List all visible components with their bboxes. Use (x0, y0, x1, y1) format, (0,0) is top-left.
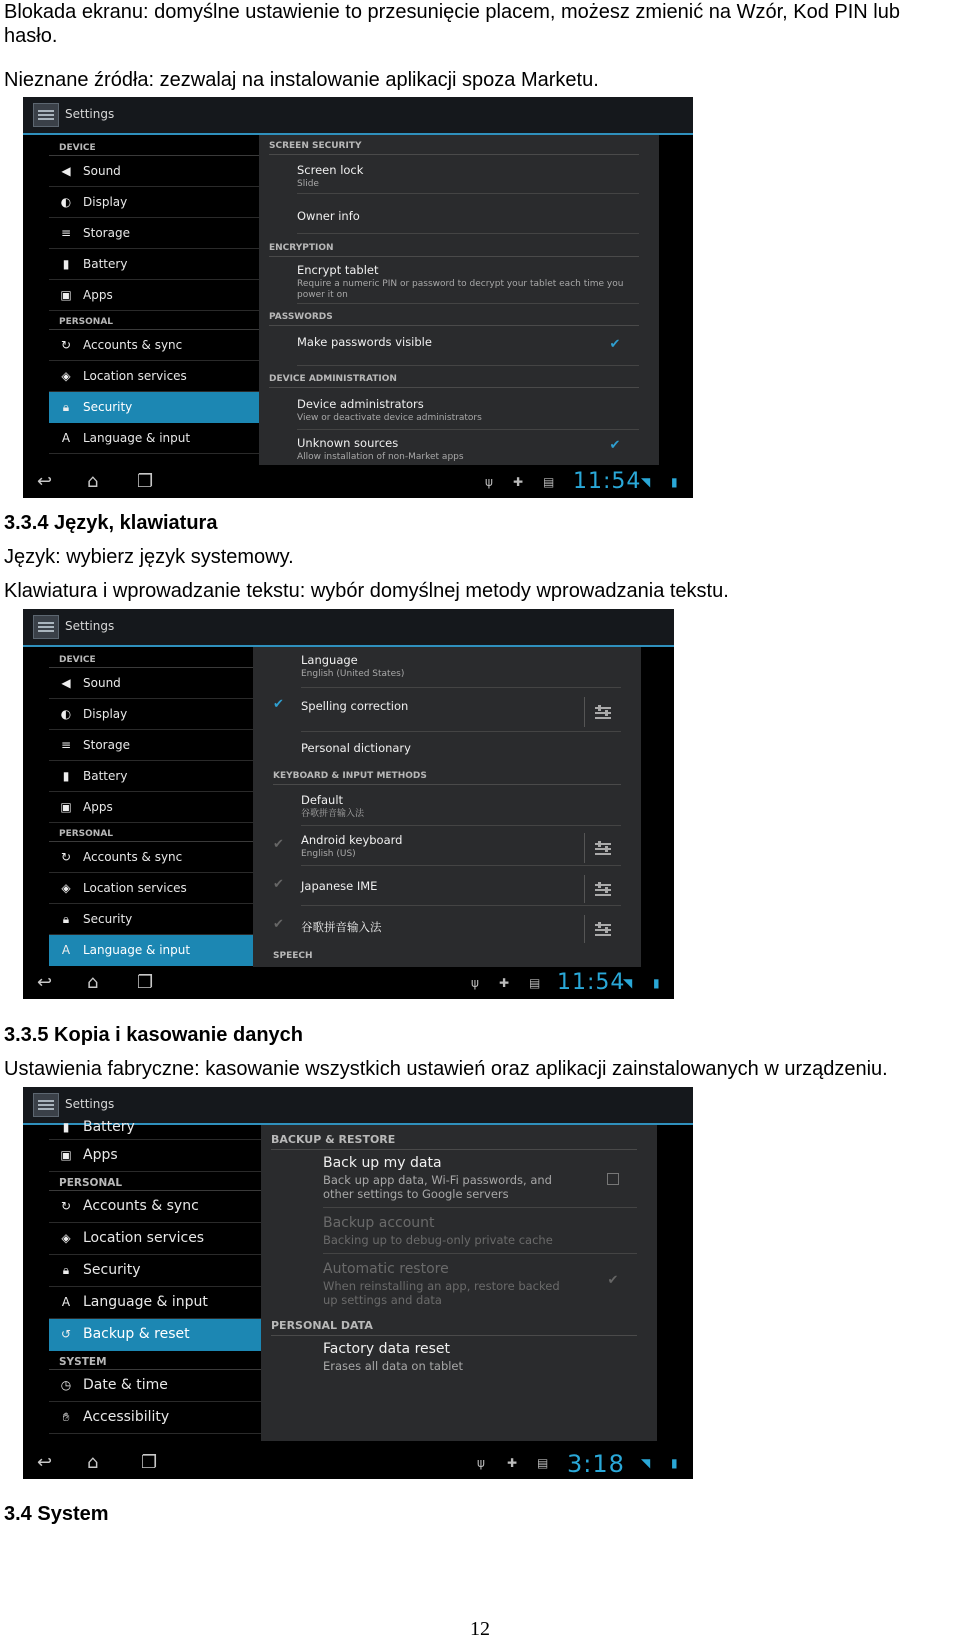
backup-restore-icon: ↺ (60, 1327, 72, 1341)
battery-status-icon: ▮ (671, 475, 678, 489)
setting-summary: Require a numeric PIN or password to decrypt your tablet each time you power it on (297, 279, 624, 300)
action-bar (23, 97, 693, 135)
menu-item-apps[interactable] (49, 1140, 283, 1172)
section-keyboard-input-methods: KEYBOARD & INPUT METHODS (273, 771, 621, 785)
setting-title: Unknown sources (297, 436, 399, 450)
android-debug-icon: ✚ (513, 475, 524, 489)
checkbox-checked-icon[interactable]: ✔ (273, 837, 284, 852)
paragraph-keyboard: Klawiatura i wprowadzanie tekstu: wybór domyślnej metody wprowadzania tekstu. (4, 580, 729, 602)
lock-icon: 🔒︎ (62, 1263, 70, 1277)
sync-icon: ↻ (60, 338, 72, 352)
usb-icon: ψ (471, 976, 479, 990)
sync-icon: ↻ (60, 1199, 72, 1213)
setting-personal-dictionary[interactable] (301, 741, 621, 767)
hand-icon: ✋︎ (62, 1410, 70, 1424)
menu-item-security[interactable] (49, 1255, 283, 1287)
menu-item-location[interactable] (49, 1223, 283, 1255)
menu-label: Location services (83, 1230, 205, 1246)
menu-label: Display (83, 195, 128, 209)
paragraph-language: Język: wybierz język systemowy. (4, 546, 294, 568)
menu-label: Security (83, 1262, 141, 1278)
menu-label: Accessibility (83, 1409, 170, 1425)
settings-menu (49, 649, 263, 966)
battery-status-icon: ▮ (671, 1456, 678, 1470)
setting-title: Device administrators (297, 397, 424, 411)
menu-label: Location services (83, 369, 187, 383)
menu-label: Storage (83, 226, 130, 240)
menu-item-battery[interactable] (49, 249, 263, 280)
section-personal: PERSONAL (49, 311, 263, 330)
divider (584, 915, 585, 943)
menu-label: Language & input (83, 431, 191, 445)
setting-automatic-restore[interactable] (323, 1261, 637, 1313)
app-title: Settings (65, 619, 115, 633)
setting-title: Factory data reset (323, 1341, 451, 1357)
settings-menu (49, 1115, 283, 1434)
location-icon: ◈ (61, 369, 71, 383)
system-bar (23, 967, 674, 999)
menu-label: Battery (83, 1119, 135, 1135)
section-passwords: PASSWORDS (269, 312, 639, 326)
setting-title: Owner info (297, 209, 360, 223)
section-device: DEVICE (49, 649, 263, 668)
system-bar (23, 466, 693, 498)
menu-label: Backup & reset (83, 1326, 190, 1342)
clock: 3:18 (567, 1450, 625, 1478)
setting-android-keyboard[interactable] (273, 833, 621, 866)
setting-title: Back up my data (323, 1155, 442, 1171)
heading-language-keyboard: 3.3.4 Język, klawiatura (4, 512, 218, 534)
setting-title: 谷歌拼音输入法 (301, 920, 382, 934)
section-personal: PERSONAL (49, 823, 263, 842)
setting-summary: When reinstalling an app, restore backed up settings and data (323, 1279, 560, 1307)
recent-apps-icon[interactable]: ❐ (137, 972, 154, 993)
setting-title: Spelling correction (301, 699, 409, 713)
settings-app-icon (33, 615, 59, 639)
checkbox-checked-icon[interactable]: ✔ (273, 877, 284, 892)
setting-summary: Slide (297, 179, 319, 189)
battery-status-icon: ▮ (653, 976, 660, 990)
sd-card-icon: ▤ (529, 976, 541, 990)
menu-label: Security (83, 400, 133, 414)
wifi-icon: ◥ (641, 475, 651, 489)
settings-app-icon (33, 103, 59, 127)
wifi-icon: ◥ (641, 1456, 651, 1470)
menu-item-battery[interactable] (49, 1115, 283, 1140)
speaker-icon: ◀ (61, 676, 71, 690)
settings-menu (49, 137, 263, 454)
settings-sliders-icon[interactable] (595, 922, 611, 936)
recent-apps-icon[interactable]: ❐ (137, 471, 154, 492)
settings-sliders-icon[interactable] (595, 882, 611, 896)
menu-label: Sound (83, 164, 121, 178)
setting-title: Language (301, 653, 358, 667)
setting-pinyin[interactable] (273, 915, 621, 945)
menu-item-location[interactable] (49, 873, 263, 904)
apps-icon: ▣ (60, 288, 72, 302)
paragraph-unknown-sources: Nieznane źródła: zezwalaj na instalowanie aplikacji spoza Marketu. (4, 69, 599, 91)
setting-summary: 谷歌拼音输入法 (301, 809, 365, 819)
language-icon: A (61, 943, 71, 957)
setting-make-passwords-visible[interactable] (297, 335, 639, 366)
setting-title: Screen lock (297, 163, 364, 177)
menu-item-display[interactable] (49, 699, 263, 730)
section-encryption: ENCRYPTION (269, 243, 639, 257)
settings-sliders-icon[interactable] (595, 705, 611, 719)
settings-app-icon (33, 1093, 59, 1117)
setting-summary: Erases all data on tablet (323, 1359, 464, 1373)
page-number: 12 (470, 1618, 490, 1640)
setting-language[interactable] (301, 653, 621, 688)
setting-screen-lock[interactable] (297, 163, 639, 194)
menu-item-accessibility[interactable] (49, 1402, 283, 1434)
menu-item-language[interactable] (49, 423, 263, 454)
setting-summary: Backing up to debug-only private cache (323, 1233, 553, 1247)
menu-label: Accounts & sync (83, 1198, 199, 1214)
language-details-panel (253, 647, 641, 967)
setting-title: Make passwords visible (297, 335, 432, 349)
menu-item-accounts-sync[interactable] (49, 1191, 283, 1223)
menu-item-storage[interactable] (49, 218, 263, 249)
language-icon: A (61, 1295, 71, 1309)
checkbox-unchecked-icon[interactable] (607, 1173, 619, 1185)
setting-title: Default (301, 793, 344, 807)
menu-item-battery[interactable] (49, 761, 263, 792)
checkbox-checked-icon[interactable]: ✔ (607, 1273, 619, 1288)
section-device-administration: DEVICE ADMINISTRATION (269, 374, 639, 388)
menu-item-backup-reset[interactable] (49, 1319, 283, 1351)
sync-icon: ↻ (60, 850, 72, 864)
setting-owner-info[interactable] (297, 209, 639, 234)
setting-spelling-correction[interactable] (273, 697, 621, 732)
sd-card-icon: ▤ (537, 1456, 549, 1470)
menu-label: Apps (83, 1147, 118, 1163)
location-icon: ◈ (61, 881, 71, 895)
menu-item-accounts-sync[interactable] (49, 330, 263, 361)
section-backup-restore: BACKUP & RESTORE (271, 1133, 637, 1150)
checkbox-checked-icon[interactable]: ✔ (609, 337, 621, 352)
android-debug-icon: ✚ (507, 1456, 518, 1470)
setting-default-input[interactable] (301, 793, 621, 826)
system-bar (23, 1447, 693, 1479)
screenshot-security-settings (23, 97, 693, 498)
menu-label: Sound (83, 676, 121, 690)
menu-label: Display (83, 707, 128, 721)
section-speech: SPEECH (273, 951, 313, 961)
setting-summary: Allow installation of non-Market apps (297, 452, 464, 462)
home-icon[interactable]: ⌂ (87, 1452, 99, 1473)
menu-item-sound[interactable] (49, 156, 263, 187)
menu-item-location[interactable] (49, 361, 263, 392)
back-icon[interactable]: ↩ (37, 1452, 53, 1473)
app-title: Settings (65, 107, 115, 121)
setting-title: Android keyboard (301, 833, 403, 847)
language-icon: A (61, 431, 71, 445)
menu-item-storage[interactable] (49, 730, 263, 761)
setting-title: Japanese IME (301, 879, 378, 893)
clock-icon: ◷ (60, 1378, 72, 1392)
menu-label: Battery (83, 257, 128, 271)
divider (584, 697, 585, 727)
divider (584, 833, 585, 863)
security-details-panel (259, 135, 659, 465)
lock-icon: 🔒︎ (62, 400, 70, 414)
setting-back-up-my-data[interactable] (323, 1155, 637, 1208)
wifi-icon: ◥ (623, 976, 633, 990)
setting-summary: Back up app data, Wi-Fi passwords, and other settings to Google servers (323, 1173, 552, 1201)
lock-icon: 🔒︎ (62, 912, 70, 926)
setting-backup-account[interactable] (323, 1215, 637, 1254)
apps-icon: ▣ (60, 800, 72, 814)
menu-item-apps[interactable] (49, 280, 263, 311)
menu-item-security[interactable] (49, 904, 263, 935)
setting-summary: English (US) (301, 849, 356, 859)
menu-label: Apps (83, 288, 113, 302)
setting-title: Personal dictionary (301, 741, 411, 755)
heading-system: 3.4 System (4, 1503, 109, 1525)
location-icon: ◈ (61, 1231, 71, 1245)
speaker-icon: ◀ (61, 164, 71, 178)
checkbox-checked-icon[interactable]: ✔ (609, 438, 621, 453)
clock: 11:54 (573, 469, 642, 494)
section-system: SYSTEM (49, 1351, 283, 1370)
back-icon[interactable]: ↩ (37, 972, 53, 993)
sd-card-icon: ▤ (543, 475, 555, 489)
brightness-icon: ◐ (60, 707, 72, 721)
menu-item-language[interactable] (49, 1287, 283, 1319)
app-title: Settings (65, 1097, 115, 1111)
section-device: DEVICE (49, 137, 263, 156)
usb-icon: ψ (477, 1456, 485, 1470)
menu-item-accounts-sync[interactable] (49, 842, 263, 873)
paragraph-factory-reset: Ustawienia fabryczne: kasowanie wszystkich ustawień oraz aplikacji zainstalowanych w urządzeniu. (4, 1058, 888, 1080)
menu-label: Apps (83, 800, 113, 814)
menu-label: Battery (83, 769, 128, 783)
recent-apps-icon[interactable]: ❐ (141, 1452, 158, 1473)
menu-item-apps[interactable] (49, 792, 263, 823)
menu-label: Date & time (83, 1377, 168, 1393)
screenshot-backup-reset-settings (23, 1087, 693, 1479)
section-personal-data: PERSONAL DATA (271, 1319, 637, 1336)
screenshot-language-input-settings (23, 609, 674, 999)
setting-summary: English (United States) (301, 669, 405, 679)
battery-icon: ▮ (62, 769, 70, 783)
setting-summary: View or deactivate device administrators (297, 413, 482, 423)
settings-sliders-icon[interactable] (595, 841, 611, 855)
setting-title: Automatic restore (323, 1261, 449, 1277)
brightness-icon: ◐ (60, 195, 72, 209)
setting-factory-data-reset[interactable] (323, 1341, 637, 1379)
checkbox-checked-icon[interactable]: ✔ (273, 917, 284, 932)
back-icon[interactable]: ↩ (37, 471, 53, 492)
setting-title: Encrypt tablet (297, 263, 379, 277)
divider (584, 875, 585, 903)
setting-encrypt-tablet[interactable] (297, 263, 639, 304)
apps-icon: ▣ (60, 1148, 72, 1162)
menu-label: Accounts & sync (83, 338, 183, 352)
setting-device-administrators[interactable] (297, 397, 639, 430)
menu-label: Security (83, 912, 133, 926)
clock: 11:54 (557, 970, 626, 995)
menu-item-security[interactable] (49, 392, 263, 423)
setting-unknown-sources[interactable] (297, 436, 639, 465)
storage-icon: ≡ (60, 738, 72, 752)
menu-label: Location services (83, 881, 187, 895)
battery-icon: ▮ (62, 257, 70, 271)
storage-icon: ≡ (60, 226, 72, 240)
action-bar (23, 609, 674, 647)
home-icon[interactable]: ⌂ (87, 972, 99, 993)
backup-details-panel (261, 1125, 657, 1441)
usb-icon: ψ (485, 475, 493, 489)
setting-title: Backup account (323, 1215, 435, 1231)
battery-icon: ▮ (62, 1120, 70, 1134)
menu-item-display[interactable] (49, 187, 263, 218)
android-debug-icon: ✚ (499, 976, 510, 990)
menu-item-language[interactable] (49, 935, 263, 966)
checkbox-checked-icon[interactable]: ✔ (273, 697, 284, 712)
menu-label: Language & input (83, 943, 191, 957)
section-personal: PERSONAL (49, 1172, 283, 1191)
menu-label: Language & input (83, 1294, 208, 1310)
home-icon[interactable]: ⌂ (87, 471, 99, 492)
paragraph-screen-lock: Blokada ekranu: domyślne ustawienie to przesunięcie placem, możesz zmienić na Wzór, Kod PIN lub hasło. (4, 1, 900, 47)
section-screen-security: SCREEN SECURITY (269, 141, 639, 155)
heading-backup-reset: 3.3.5 Kopia i kasowanie danych (4, 1024, 304, 1046)
menu-label: Accounts & sync (83, 850, 183, 864)
menu-item-sound[interactable] (49, 668, 263, 699)
setting-japanese-ime[interactable] (273, 875, 621, 906)
menu-item-date-time[interactable] (49, 1370, 283, 1402)
menu-label: Storage (83, 738, 130, 752)
